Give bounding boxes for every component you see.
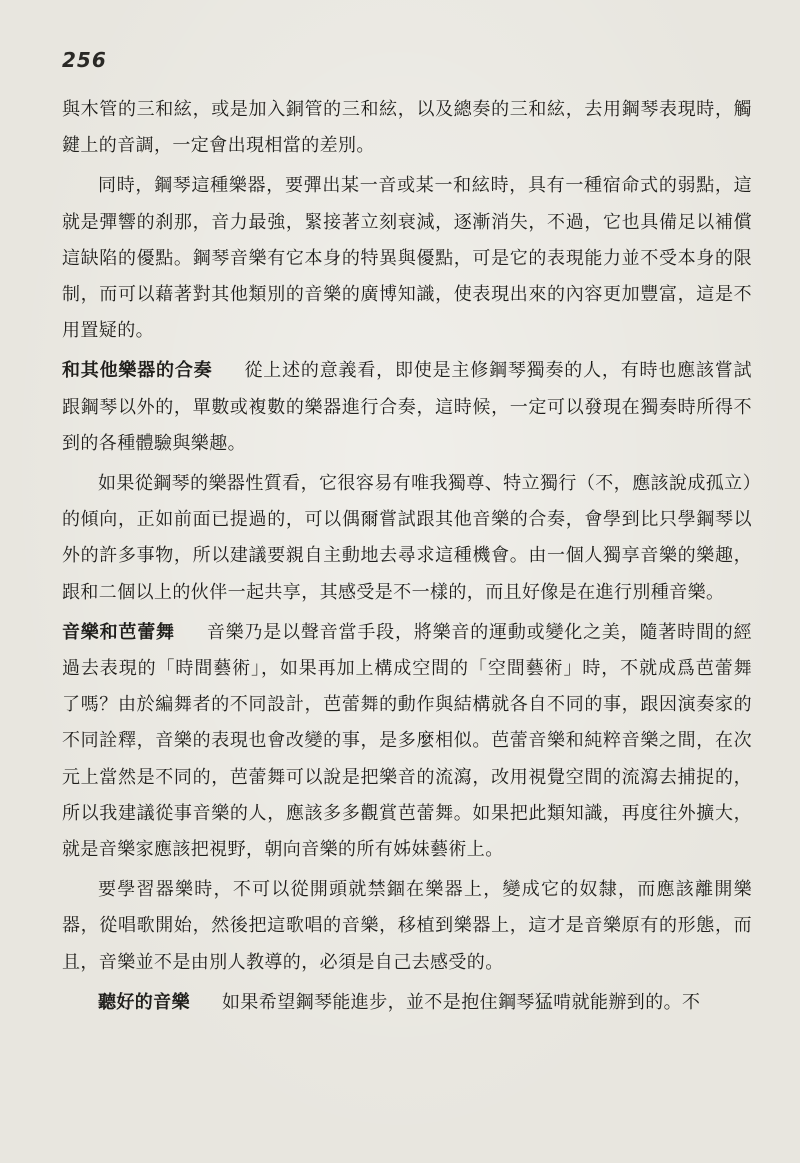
paragraph-2	[62, 168, 752, 349]
paragraph-text: 與木管的三和絃，或是加入銅管的三和絃，以及總奏的三和絃，去用鋼琴表現時，觸鍵上的音調，一定會出現相當的差別。	[62, 99, 752, 157]
paragraph-7	[62, 985, 752, 1021]
body-text	[62, 92, 752, 1021]
paragraph-text: 如果希望鋼琴能進步，並不是抱住鋼琴猛啃就能辦到的。不	[222, 991, 701, 1013]
paragraph-1	[62, 92, 752, 164]
page-number: 256	[62, 48, 107, 72]
paragraph-3	[62, 353, 752, 462]
paragraph-text: 音樂乃是以聲音當手段，將樂音的運動或變化之美，隨著時間的經過去表現的「時間藝術」，如果再加上構成空間的「空間藝術」時，不就成爲芭蕾舞了嗎？由於編舞者的不同設計，芭蕾舞的動作與結構就各自不同的事，跟因演奏家的不同詮釋，音樂的表現也會改變的事，是多麼相似。芭蕾音樂和純粹音樂之間，在次元上當然是不同的，芭蕾舞可以說是把樂音的流瀉，改用視覺空間的流瀉去捕捉的，所以我建議從事音樂的人，應該多多觀賞芭蕾舞。如果把此類知識，再度往外擴大，就是音樂家應該把視野，朝向音樂的所有姊妹藝術上。	[62, 621, 752, 861]
section-heading-ballet: 音樂和芭蕾舞	[62, 621, 175, 643]
paragraph-text: 同時，鋼琴這種樂器，要彈出某一音或某一和絃時，具有一種宿命式的弱點，這就是彈響的刹那，音力最強，緊接著立刻衰減，逐漸消失，不過，它也具備足以補償這缺陷的優點。鋼琴音樂有它本身的特異與優點，可是它的表現能力並不受本身的限制，而可以藉著對其他類別的音樂的廣博知識，使表現出來的內容更加豐富，這是不用置疑的。	[62, 175, 752, 342]
paragraph-5	[62, 615, 752, 868]
paragraph-4	[62, 466, 752, 611]
section-heading-ensemble: 和其他樂器的合奏	[62, 360, 213, 382]
paragraph-text: 要學習器樂時，不可以從開頭就禁錮在樂器上，變成它的奴隸，而應該離開樂器，從唱歌開始，然後把這歌唱的音樂，移植到樂器上，這才是音樂原有的形態，而且，音樂並不是由別人教導的，必須是自己去感受的。	[62, 879, 752, 973]
paragraph-6	[62, 872, 752, 981]
paragraph-text: 如果從鋼琴的樂器性質看，它很容易有唯我獨尊、特立獨行（不，應該說成孤立）的傾向，正如前面已提過的，可以偶爾嘗試跟其他音樂的合奏，會學到比只學鋼琴以外的許多事物，所以建議要親自主動地去尋求這種機會。由一個人獨享音樂的樂趣，跟和二個以上的伙伴一起共享，其感受是不一樣的，而且好像是在進行別種音樂。	[62, 473, 752, 603]
section-heading-good-music: 聽好的音樂	[98, 991, 190, 1013]
paragraph-text: 從上述的意義看，即使是主修鋼琴獨奏的人，有時也應該嘗試跟鋼琴以外的，單數或複數的樂器進行合奏，這時候，一定可以發現在獨奏時所得不到的各種體驗與樂趣。	[62, 360, 752, 454]
